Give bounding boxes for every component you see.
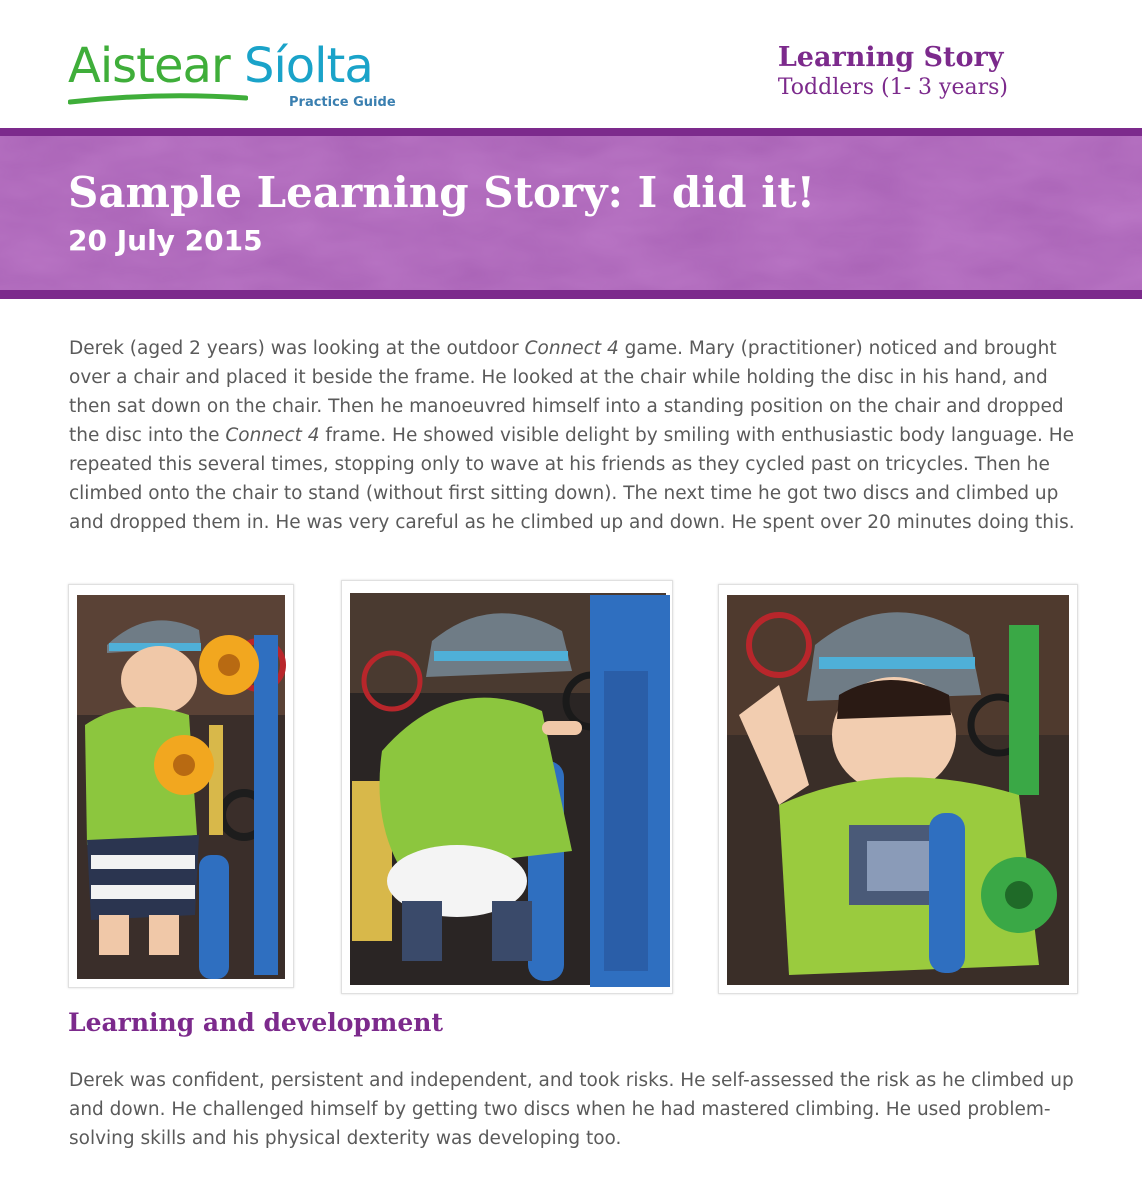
logo-word-siolta: Síolta [244, 38, 373, 94]
photo-child-waving [718, 584, 1078, 994]
learning-development-paragraph: Derek was confident, persistent and independent, and took risks. He self-assessed the risk as he climbed up and down. He challenged himself by getting two discs when he had mastered climbing. He used problem-solving skills and his physical dexterity was developing too. [69, 1070, 1074, 1149]
story-title: Sample Learning Story: I did it! [68, 168, 816, 217]
photo-child-holding-discs [68, 584, 294, 988]
story-text-2: game. Mary (practitioner) noticed and brought over a chair and placed it beside the frame. He looked at the chair while holding the disc in his hand, and then sat down on the chair. Then he manoeuvred himself into a standing position on the chair and dropped the disc into the [69, 338, 1064, 446]
story-text-1: Derek (aged 2 years) was looking at the outdoor [69, 338, 525, 359]
story-game-name-1: Connect 4 [524, 338, 619, 359]
logo-word-aistear: Aistear [68, 38, 230, 94]
logo-swoosh-icon [68, 90, 248, 110]
story-text-3: frame. He showed visible delight by smiling with enthusiastic body language. He repeated this several times, stopping only to wave at his friends as they cycled past on tricycles. Then he climbed onto the chair to stand (without first sitting down). The next time he got two discs and climbed up and dropped them in. He was very careful as he climbed up and down. He spent over 20 minutes doing this. [69, 425, 1075, 533]
story-paragraph [69, 334, 1079, 537]
header-subtitle: Toddlers (1- 3 years) [777, 75, 1008, 100]
aistear-siolta-logo [68, 38, 408, 118]
document-header [778, 42, 1008, 102]
learning-development-heading: Learning and development [68, 1008, 443, 1037]
header-title: Learning Story [777, 42, 1004, 73]
story-date: 20 July 2015 [68, 224, 263, 257]
title-banner [0, 126, 1142, 302]
logo-subtitle: Practice Guide [289, 95, 396, 110]
photo-child-standing-on-chair [341, 580, 673, 994]
story-game-name-2: Connect 4 [225, 425, 320, 446]
